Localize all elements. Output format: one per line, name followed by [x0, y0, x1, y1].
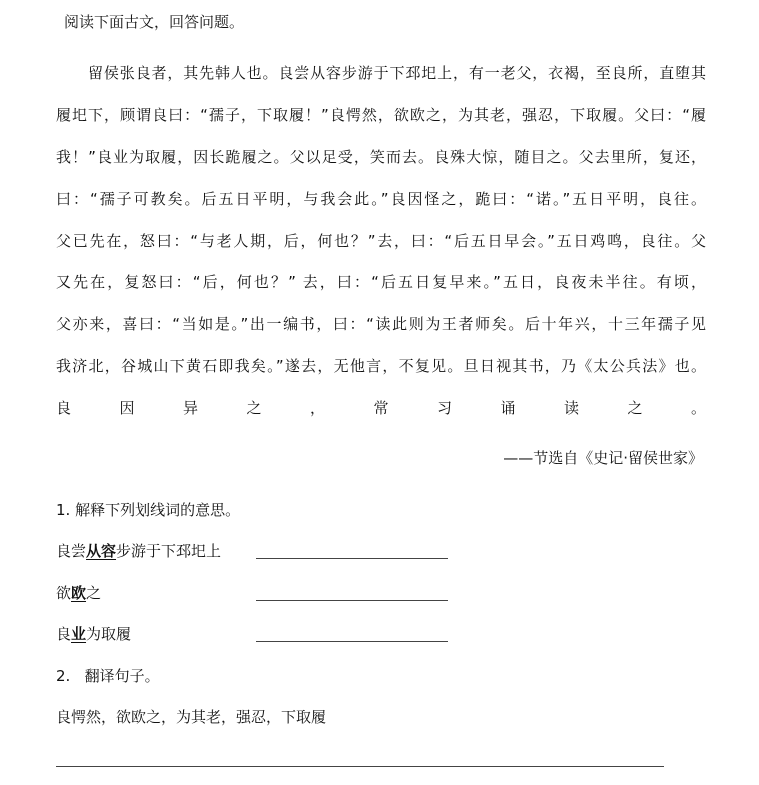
passage-line-6: 又先在，复怒曰：“后，何也？” 去，曰：“后五日复早来。”五日，良夜未半往。有顷，	[56, 273, 706, 291]
q1-item-2-underlined-word: 欧	[71, 584, 87, 602]
q1-item-2-before: 欲	[56, 584, 72, 602]
q1-item-2-answer-line[interactable]	[256, 600, 448, 601]
passage-line-8: 我济北，谷城山下黄石即我矣。”遂去，无他言，不复见。旦日视其书，乃《太公兵法》也。	[56, 357, 706, 375]
passage-line-2: 履圯下，顾谓良曰：“孺子，下取履！”良愕然，欲欧之，为其老，强忍，下取履。父曰：“履	[56, 106, 706, 124]
question-2-prompt: 2. 翻译句子。	[56, 667, 160, 685]
q1-item-1-after: 步游于下邳圯上	[116, 542, 222, 560]
q1-item-3-answer-line[interactable]	[256, 641, 448, 642]
passage-line-4: 曰：“孺子可教矣。后五日平明，与我会此。”良因怪之，跪曰：“诺。”五日平明，良往。	[56, 190, 706, 208]
q1-item-1-underlined-word: 从容	[86, 542, 117, 560]
q1-item-3-after: 为取履	[86, 625, 132, 643]
instruction: 阅读下面古文，回答问题。	[64, 13, 245, 31]
passage-line-5: 父已先在，怒曰：“与老人期，后，何也？”去，曰：“后五日早会。”五日鸡鸣，良往。父	[56, 232, 706, 250]
q1-item-1-answer-line[interactable]	[256, 558, 448, 559]
q1-item-1	[56, 541, 221, 561]
q1-item-2	[56, 583, 101, 603]
q1-item-3-underlined-word: 业	[71, 625, 87, 643]
passage-line-9: 良因异之，常习诵读之。	[56, 399, 706, 417]
source-citation: ——节选自《史记·留侯世家》	[503, 449, 703, 467]
q1-item-2-after: 之	[86, 584, 102, 602]
question-1-prompt: 1. 解释下列划线词的意思。	[56, 501, 241, 519]
q1-item-1-before: 良尝	[56, 542, 87, 560]
q2-answer-line[interactable]	[56, 766, 664, 767]
passage-line-3: 我！”良业为取履，因长跪履之。父以足受，笑而去。良殊大惊，随目之。父去里所，复还，	[56, 148, 706, 166]
passage-line-1: 留侯张良者，其先韩人也。良尝从容步游于下邳圯上，有一老父，衣褐，至良所，直堕其	[88, 64, 706, 82]
question-2-sentence: 良愕然，欲欧之，为其老，强忍，下取履	[56, 708, 327, 726]
q1-item-3	[56, 624, 131, 644]
q1-item-3-before: 良	[56, 625, 72, 643]
passage-line-7: 父亦来，喜曰：“当如是。”出一编书，曰：“读此则为王者师矣。后十年兴，十三年孺子见	[56, 315, 706, 333]
